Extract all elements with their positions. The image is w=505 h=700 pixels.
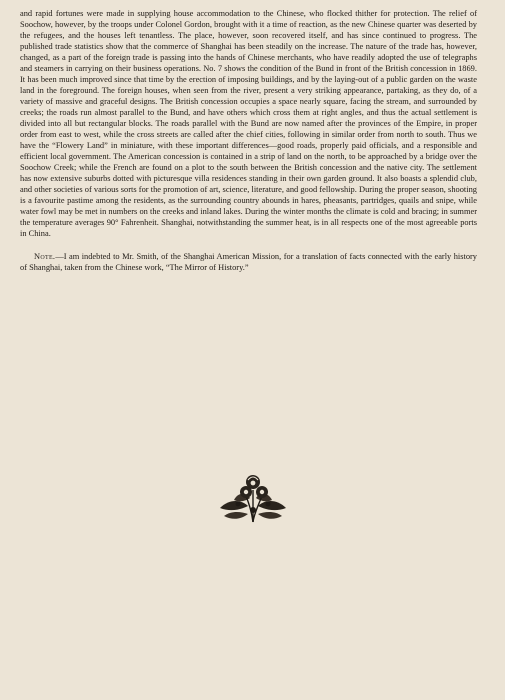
note-label: Note. bbox=[34, 252, 56, 261]
note-text: —I am indebted to Mr. Smith, of the Shanghai American Mission, for a translation of facts connected with the early history of Shanghai, taken from the Chinese work, “The Mirror of History.” bbox=[20, 252, 477, 272]
footnote bbox=[20, 251, 477, 273]
main-paragraph: and rapid fortunes were made in supplying house accommodation to the Chinese, who flocked thither for protection. The relief of Soochow, however, by the troops under Colonel Gordon, brought with it a time of reaction, as the new Chinese quarter was deserted by the refugees, and the houses left tenantless. The place, however, soon recovered itself, and has since continued to progress. The published trade statistics show that the commerce of Shanghai has been steadily on the increase. The nature of the trade has, however, changed, as a part of the foreign trade is passing into the hands of Chinese merchants, who have readily adopted the use of telegraphs and steamers in carrying on their business operations. No. 7 shows the condition of the Bund in front of the British concession in 1869. It has been much improved since that time by the erection of imposing buildings, and by the laying-out of a public garden on the waste land in the foreground. The foreign houses, when seen from the river, present a very striking appearance, partaking, as they do, of a variety of massive and graceful designs. The British concession occupies a space nearly square, facing the stream, and surrounded by creeks; the roads run almost parallel to the Bund, and have others which cross them at right angles, and thus the actual settlement is divided into all but rectangular blocks. The roads parallel with the Bund are now named after the provinces of the Empire, in proper order from east to west, while the cross streets are called after the chief cities, following in similar order from north to south. Thus we have the “Flowery Land” in miniature, with these important differences—good roads, properly paid officials, and a responsible and efficient local government. The American concession is contained in a strip of land on the north, to be approached by a bridge over the Soochow Creek; while the French are found on a plot to the south between the British concession and the native city. The settlement has now extensive suburbs dotted with picturesque villa residences standing in their own garden ground. It also boasts a splendid club, and other societies of various sorts for the promotion of art, science, literature, and good fellowship. During the proper season, shooting is a favourite pastime among the residents, as the surrounding country abounds in hares, pheasants, partridges, quails and snipe, while water fowl may be met in numbers on the creeks and inland lakes. During the winter months the climate is cold and bracing; in summer the temperature averages 90° Fahrenheit. Shanghai, notwithstanding the summer heat, is in all respects one of the most agreeable ports in China. bbox=[20, 9, 477, 238]
floral-vignette-icon bbox=[210, 470, 296, 526]
